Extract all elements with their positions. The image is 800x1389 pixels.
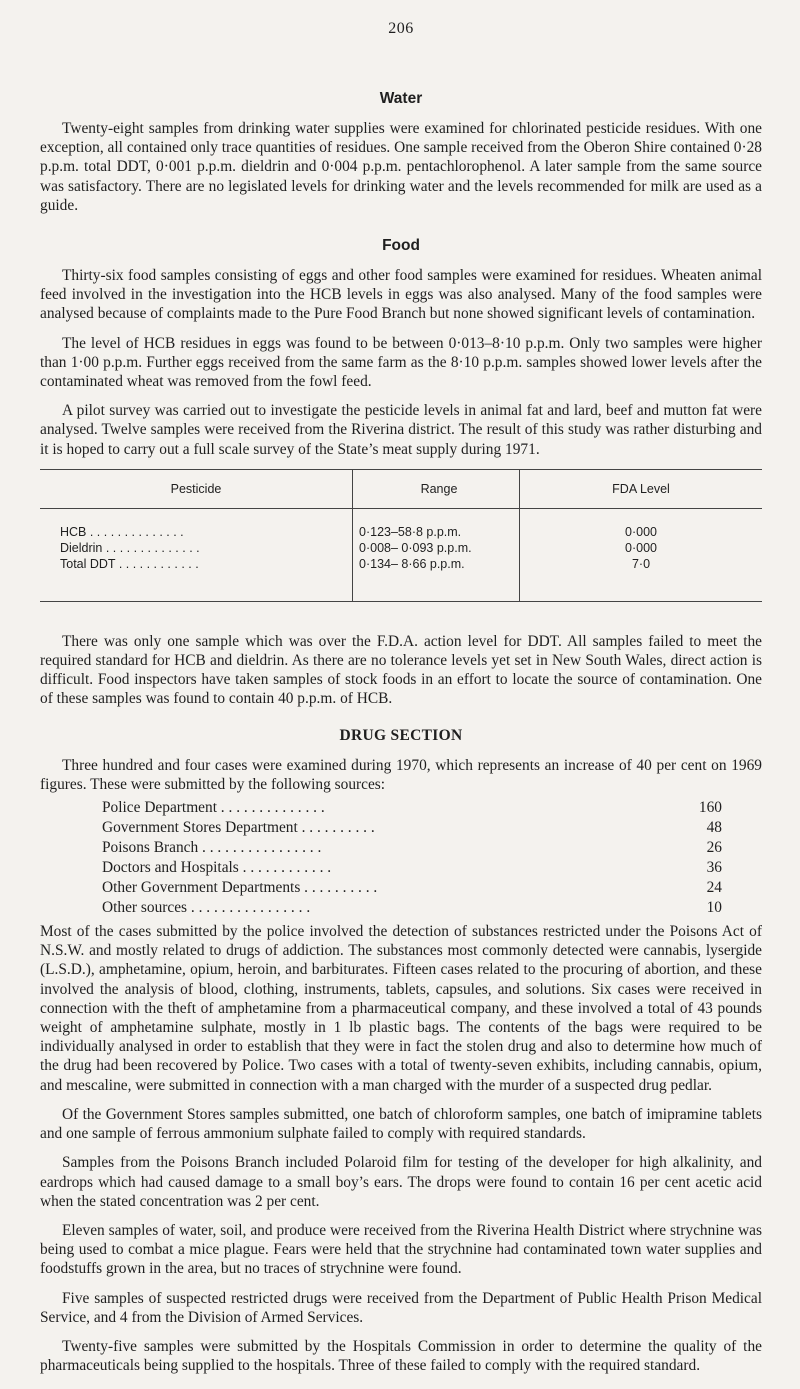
- drug-section-heading: DRUG SECTION: [339, 726, 463, 744]
- table-row: [40, 556, 762, 602]
- cell-range: 0·134– 8·66 p.p.m.: [353, 556, 520, 602]
- source-name: Other Government Departments . . . . . . . . . .: [102, 879, 378, 897]
- table-row: [40, 508, 762, 540]
- source-count: 160: [698, 799, 722, 817]
- pesticide-table: [40, 469, 762, 602]
- cell-range: 0·123–58·8 p.p.m.: [353, 508, 520, 540]
- food-paragraph-1: Thirty-six food samples consisting of eggs and other food samples were examined for residues. Wheaten animal feed involved in the investigation into the HCB levels in eggs was also analysed. Many of the food samples were analysed because of complaints made to the Pure Food Branch but none showed significant levels of contamination.: [40, 267, 762, 323]
- table-header-row: [40, 469, 762, 508]
- source-count: 24: [706, 879, 722, 897]
- water-heading: Water: [379, 90, 423, 107]
- cell-fda: 0·000: [520, 540, 763, 556]
- drug-intro-paragraph: Three hundred and four cases were examined during 1970, which represents an increase of 40 per cent on 1969 figures. These were submitted by the following sources:: [40, 756, 762, 793]
- drug-paragraph-6: Twenty-five samples were submitted by the Hospitals Commission in order to determine the quality of the pharmaceuticals being supplied to the hospitals. Three of these failed to comply with the required standard.: [40, 1337, 762, 1375]
- after-table-paragraph: There was only one sample which was over the F.D.A. action level for DDT. All samples failed to meet the required standard for HCB and dieldrin. As there are no tolerance levels yet set in New South Wales, direct action is difficult. Food inspectors have taken samples of stock foods in an effort to locate the source of contamination. One of these samples was found to contain 40 p.p.m. of HCB.: [40, 632, 762, 708]
- cell-pesticide: HCB . . . . . . . . . . . . . .: [60, 524, 184, 539]
- water-paragraph: Twenty-eight samples from drinking water supplies were examined for chlorinated pesticide residues. With one exception, all contained only trace quantities of residues. One sample received from the Oberon Shire contained 0·28 p.p.m. total DDT, 0·001 p.p.m. dieldrin and 0·004 p.p.m. pentachlorophenol. A later sample from the same source was satisfactory. There are no legislated levels for drinking water and the levels recommended for milk are used as a guide.: [40, 120, 762, 214]
- source-count: 48: [706, 819, 722, 837]
- header-range: Range: [353, 469, 520, 508]
- cell-pesticide: Dieldrin . . . . . . . . . . . . . .: [60, 540, 200, 555]
- list-item: [102, 838, 722, 858]
- drug-paragraph-1: Most of the cases submitted by the police involved the detection of substances restricted under the Poisons Act of N.S.W. and mostly related to drugs of addiction. The substances most commonly detected were cannabis, lysergide (L.S.D.), amphetamine, opium, heroin, and barbiturates. Fifteen cases related to the procuring of abortion, and these involved the analysis of blood, clothing, instruments, tablets, capsules, and solutions. Six cases were received in connection with the theft of amphetamine from a pharmaceutical company, and these involved a total of 43 pounds weight of amphetamine sulphate, mostly in 1 lb plastic bags. The contents of the bags were required to be individually analysed in order to establish that they were in fact the stolen drug and also to determine how much of the drug had been recovered by Police. Two cases with a total of twenty-seven exhibits, including cannabis, opium, and mescaline, were submitted in connection with a man charged with the murder of a suspected drug pedlar.: [40, 923, 762, 1094]
- page-number: 206: [388, 20, 414, 37]
- list-item: [102, 878, 722, 898]
- cell-range: 0·008– 0·093 p.p.m.: [353, 540, 520, 556]
- drug-paragraph-4: Eleven samples of water, soil, and produce were received from the Riverina Health District where strychnine was being used to combat a mice plague. Fears were held that the strychnine had contaminated town water supplies and foodstuffs grown in the area, but no traces of strychnine were found.: [40, 1221, 762, 1278]
- source-name: Other sources . . . . . . . . . . . . . . . .: [102, 899, 311, 917]
- cell-fda: 0·000: [520, 508, 763, 540]
- list-item: [102, 858, 722, 878]
- sources-list: [102, 798, 722, 918]
- source-name: Doctors and Hospitals . . . . . . . . . . . .: [102, 859, 332, 877]
- list-item: [102, 798, 722, 818]
- source-count: 10: [706, 899, 722, 917]
- list-item: [102, 898, 722, 918]
- table-row: [40, 540, 762, 556]
- source-name: Poisons Branch . . . . . . . . . . . . . . . .: [102, 839, 322, 857]
- cell-pesticide: Total DDT . . . . . . . . . . . .: [40, 556, 353, 602]
- drug-paragraph-5: Five samples of suspected restricted drugs were received from the Department of Public Health Prison Medical Service, and 4 from the Division of Armed Services.: [40, 1289, 762, 1326]
- cell-fda: 7·0: [520, 556, 763, 602]
- source-count: 36: [706, 859, 722, 877]
- list-item: [102, 818, 722, 838]
- header-fda-level: FDA Level: [520, 469, 763, 508]
- food-heading: Food: [382, 237, 420, 255]
- source-name: Police Department . . . . . . . . . . . . . .: [102, 799, 325, 817]
- drug-paragraph-3: Samples from the Poisons Branch included Polaroid film for testing of the developer for high alkalinity, and eardrops which had caused damage to a small boy’s ears. The drops were found to contain 16 per cent acetic acid when the stated concentration was 2 per cent.: [40, 1154, 762, 1210]
- drug-paragraph-2: Of the Government Stores samples submitted, one batch of chloroform samples, one batch of imipramine tablets and one sample of ferrous ammonium sulphate failed to comply with required standards.: [40, 1105, 762, 1143]
- food-paragraph-2: The level of HCB residues in eggs was found to be between 0·013–8·10 p.p.m. Only two samples were higher than 1·00 p.p.m. Further eggs received from the same farm as the 8·10 p.p.m. samples showed lower levels after the contaminated wheat was removed from the fowl feed.: [40, 334, 762, 391]
- header-pesticide: Pesticide: [40, 469, 353, 508]
- source-count: 26: [706, 839, 722, 857]
- source-name: Government Stores Department . . . . . . . . . .: [102, 819, 375, 837]
- food-paragraph-3: A pilot survey was carried out to investigate the pesticide levels in animal fat and lard, beef and mutton fat were analysed. Twelve samples were received from the Riverina district. The result of this study was rather disturbing and it is hoped to carry out a full scale survey of the State’s meat supply during 1971.: [40, 402, 762, 458]
